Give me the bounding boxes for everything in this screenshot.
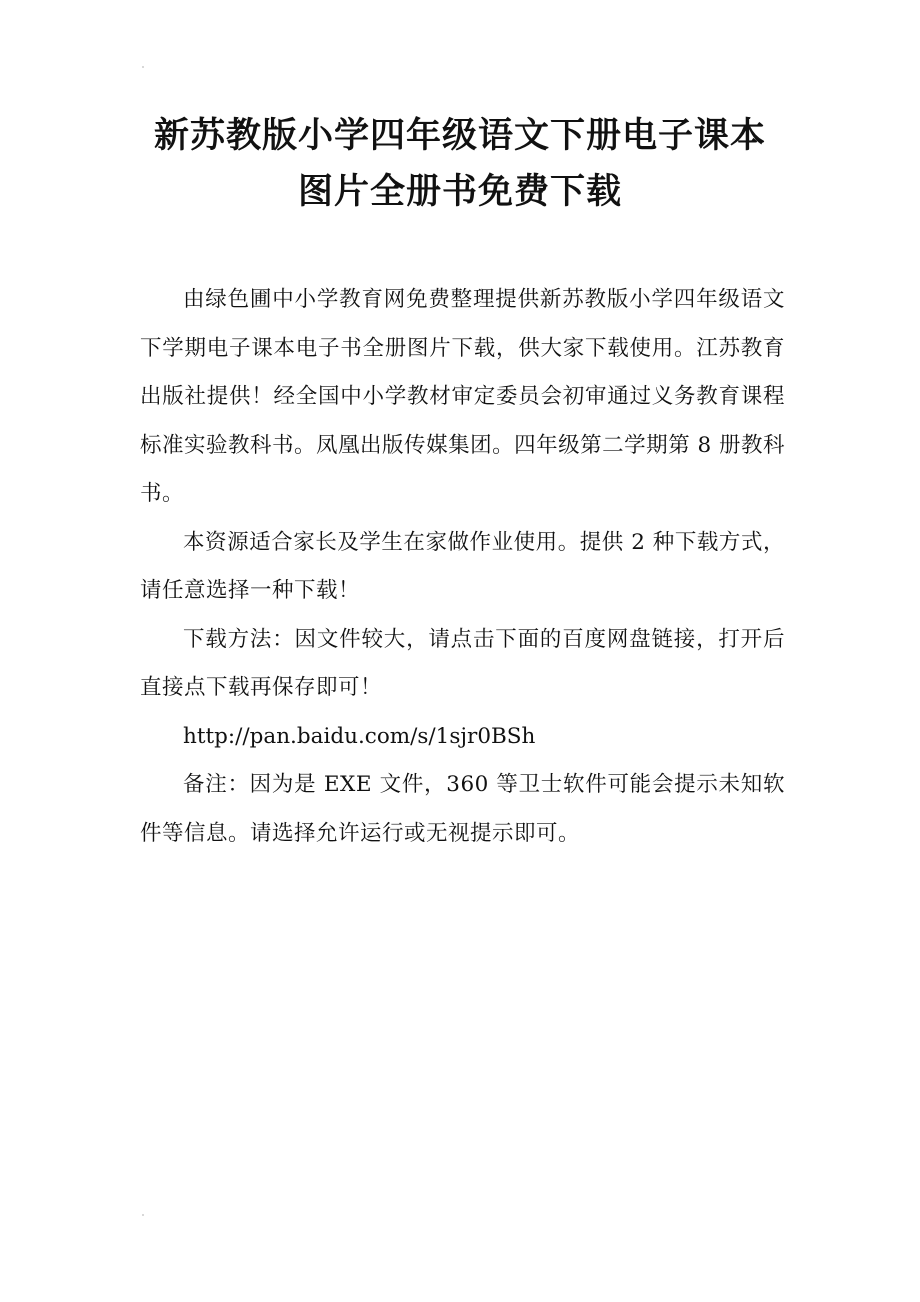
document-title bbox=[100, 108, 820, 220]
intro-paragraph: 由绿色圃中小学教育网免费整理提供新苏教版小学四年级语文下学期电子课本电子书全册图片下载，供大家下载使用。江苏教育出版社提供！经全国中小学教材审定委员会初审通过义务教育课程标准实验教科书。凤凰出版传媒集团。四年级第二学期第 8 册教科书。 bbox=[140, 287, 785, 506]
usage-paragraph: 本资源适合家长及学生在家做作业使用。提供 2 种下载方式，请任意选择一种下载！ bbox=[140, 529, 785, 603]
title-line-1: 新苏教版小学四年级语文下册电子课本 bbox=[153, 116, 766, 156]
download-method-paragraph: 下载方法：因文件较大，请点击下面的百度网盘链接，打开后直接点下载再保存即可！ bbox=[140, 626, 785, 700]
page-corner-mark-top bbox=[142, 66, 144, 68]
download-link[interactable]: http://pan.baidu.com/s/1sjr0BSh bbox=[183, 723, 536, 749]
title-line-2: 图片全册书免费下载 bbox=[297, 172, 622, 212]
note-paragraph: 备注：因为是 EXE 文件，360 等卫士软件可能会提示未知软件等信息。请选择允许运行或无视提示即可。 bbox=[140, 772, 785, 846]
document-body bbox=[140, 276, 785, 858]
page-corner-mark-bottom bbox=[142, 1214, 144, 1216]
